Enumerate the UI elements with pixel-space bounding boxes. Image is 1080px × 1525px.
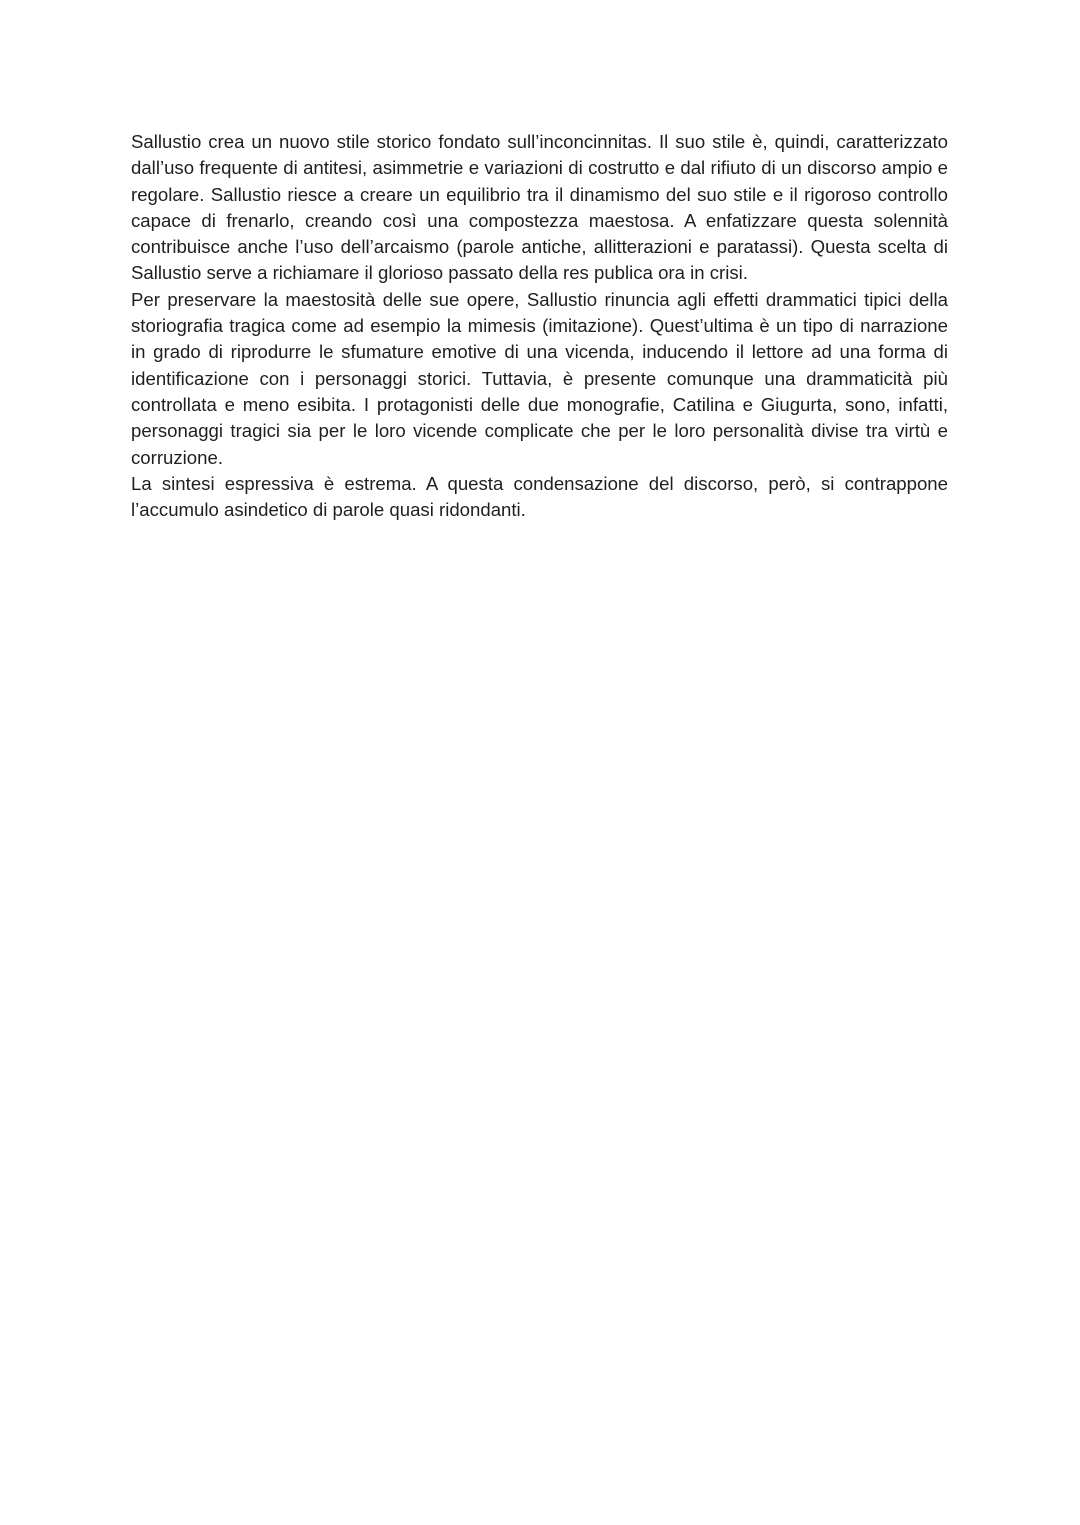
paragraph-synthesis: La sintesi espressiva è estrema. A questa condensazione del discorso, però, si contrappone l’accumulo asindetico di parole quasi ridondanti. — [131, 472, 948, 521]
paragraph-mimesis: Per preservare la maestosità delle sue opere, Sallustio rinuncia agli effetti drammatici tipici della storiografia tragica come ad esempio la mimesis (imitazione). Quest’ultima è un tipo di narrazione in grado di riprodurre le sfumature emotive di una vicenda, inducendo il lettore ad una forma di identificazione con i personaggi storici. Tuttavia, è presente comunque una drammaticità più controllata e meno esibita. I protagonisti delle due monografie, Catilina e Giugurta, sono, infatti, personaggi tragici sia per le loro vicende complicate che per le loro personalità divise tra virtù e corruzione. — [131, 288, 948, 468]
paragraph-style: Sallustio crea un nuovo stile storico fondato sull’inconcinnitas. Il suo stile è, quindi, caratterizzato dall’uso frequente di antitesi, asimmetrie e variazioni di costrutto e dal rifiuto di un discorso ampio e regolare. Sallustio riesce a creare un equilibrio tra il dinamismo del suo stile e il rigoroso controllo capace di frenarlo, creando così una compostezza maestosa. A enfatizzare questa solennità contribuisce anche l’uso dell’arcaismo (parole antiche, allitterazioni e paratassi). Questa scelta di Sallustio serve a richiamare il glorioso passato della res publica ora in crisi. — [131, 131, 948, 284]
body-text — [131, 129, 948, 523]
